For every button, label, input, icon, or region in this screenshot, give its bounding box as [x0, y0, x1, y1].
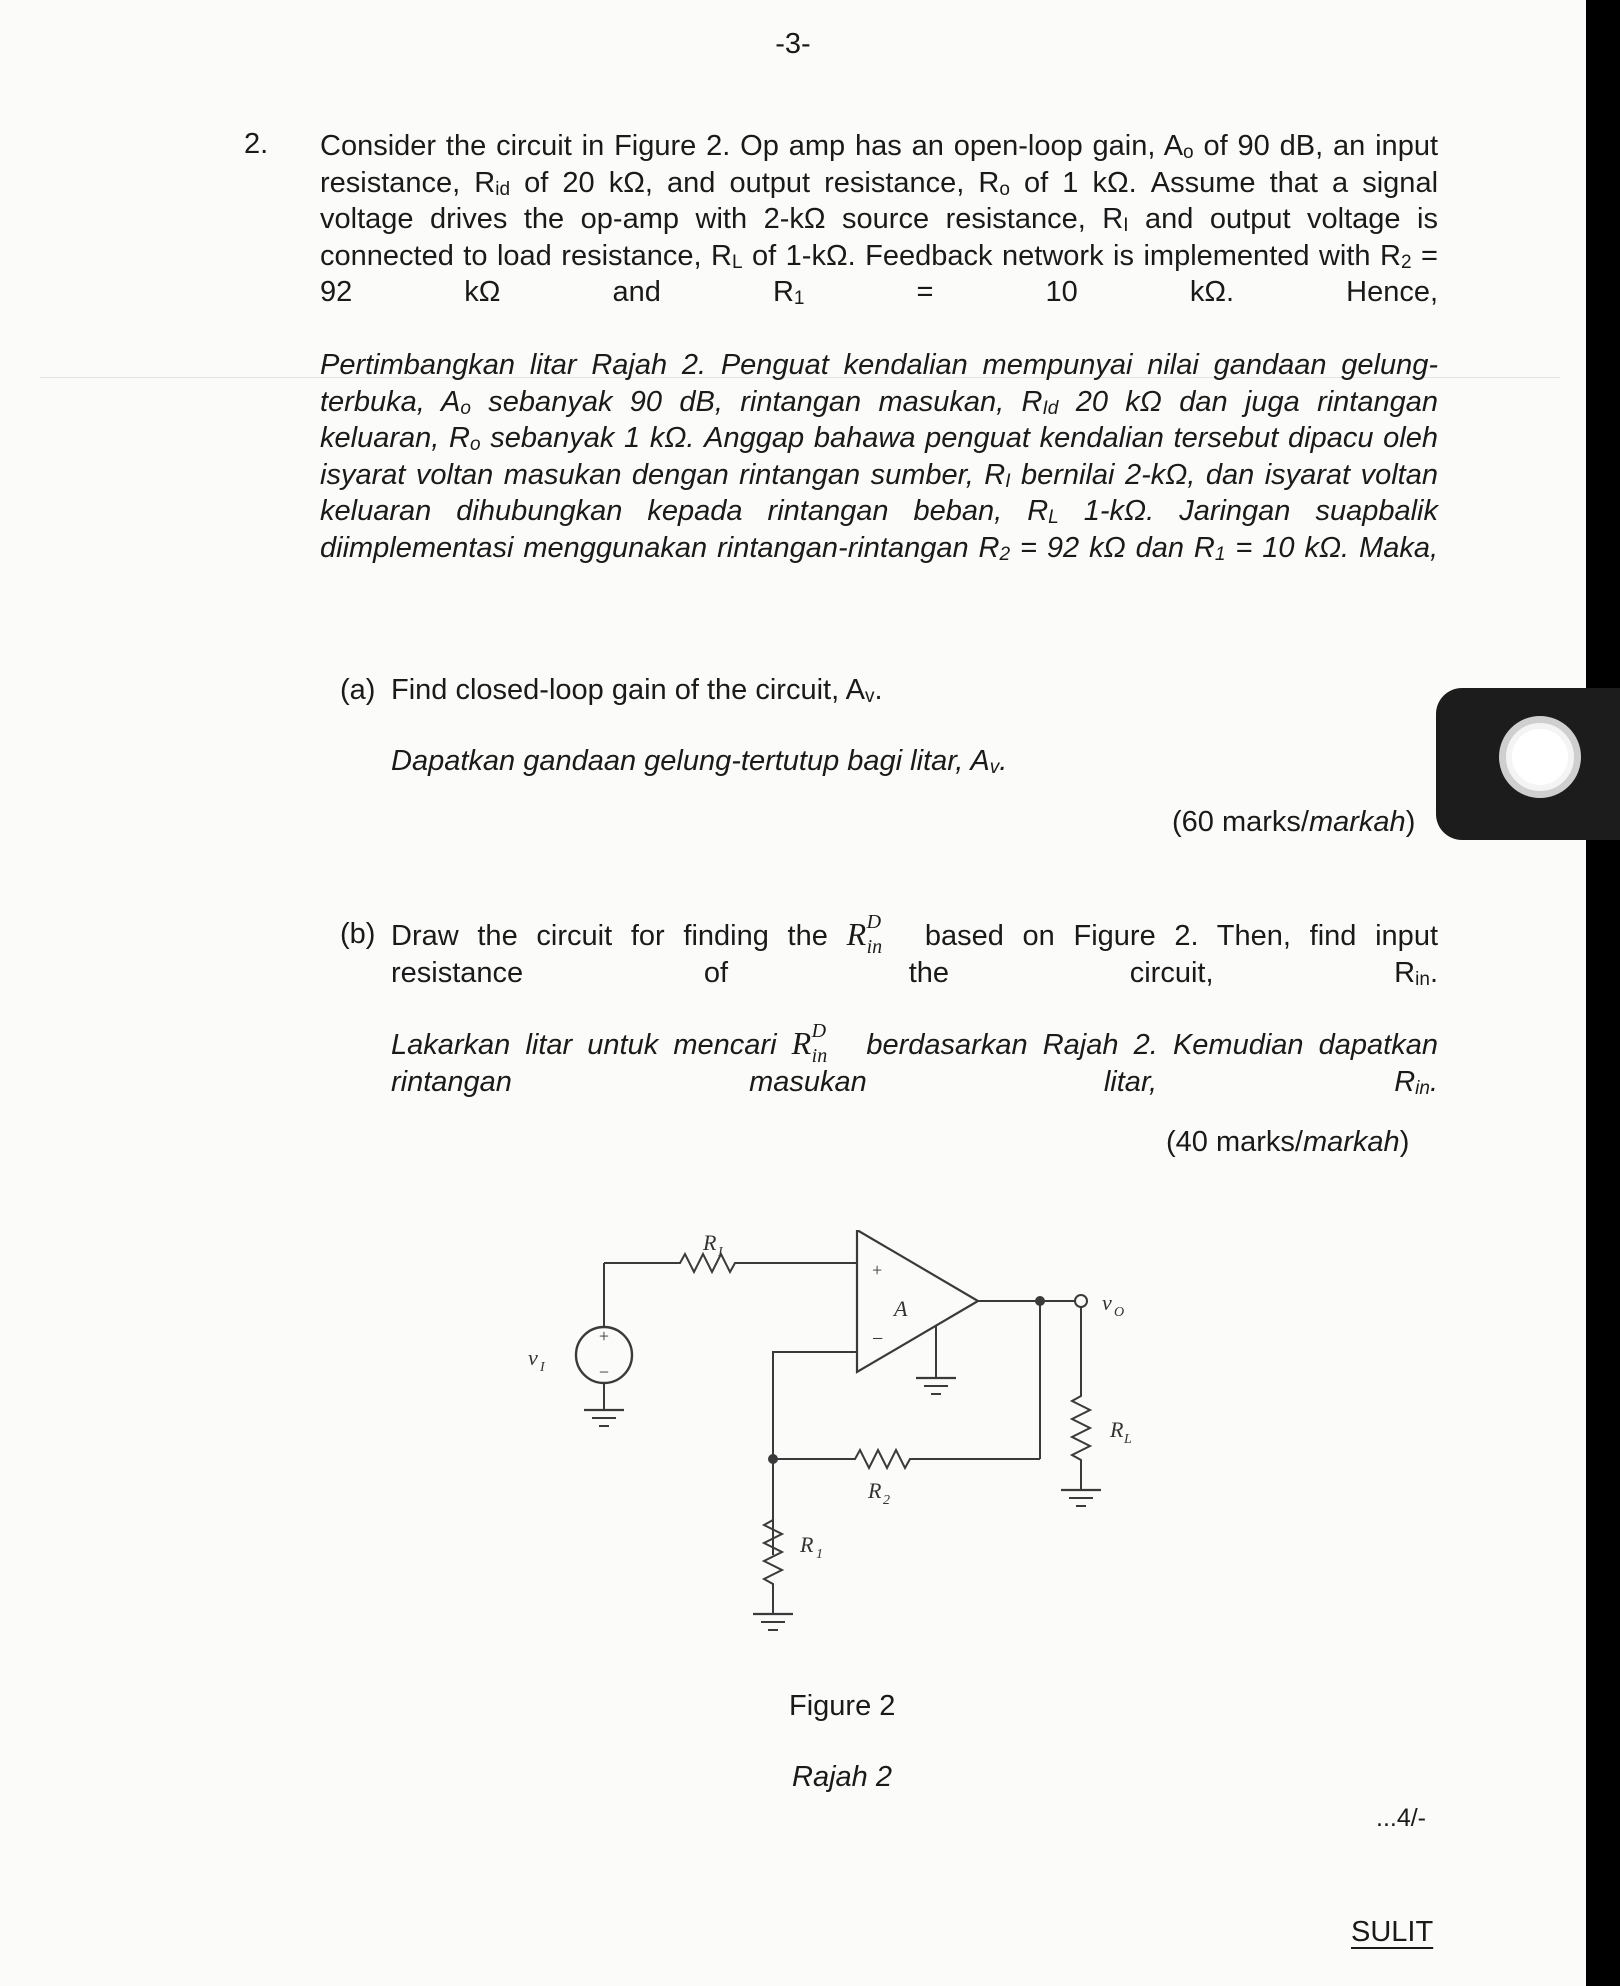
op-amp	[857, 1230, 1040, 1394]
question-text-english: Consider the circuit in Figure 2. Op amp has an open-loop gain, $A_o$ of 90 dB, an input resistance, $R_{id}$ of 20 kΩ, and output resistance, $R_o$ of 1 kΩ. Assume that a signal voltage drives the op-amp with 2-kΩ source resistance, $R_I$ and output voltage is connected to load resistance, $R_L$ of 1-kΩ. Feedback network is implemented with $R_2 = 92$ kΩ and $R_1 = 10$ kΩ. Hence,	[320, 130, 1439, 309]
opamp-gain-label: A	[894, 1296, 908, 1321]
next-page-indicator: ...4/-	[1376, 1804, 1427, 1832]
output-label	[1102, 1290, 1124, 1320]
opamp-minus: −	[872, 1328, 884, 1350]
math-r-in-d-malay: R D in	[791, 1020, 828, 1067]
circuit-diagram	[500, 1230, 1200, 1650]
figure-caption-english: Figure 2	[789, 1690, 896, 1722]
shutter-button-inner	[1512, 729, 1568, 785]
question-number: 2.	[244, 128, 269, 160]
svg-text:L: L	[1124, 1432, 1132, 1447]
source-label	[528, 1345, 546, 1375]
part-b-question-malay: Lakarkan litar untuk mencari R D in berdasarkan Rajah 2. Kemudian dapatkan rintangan masukan litar, $R_{in}$.	[391, 1020, 1438, 1099]
part-a-question-english: Find closed-loop gain of the circuit, $A_v$.	[391, 674, 883, 707]
ri-label	[702, 1230, 724, 1260]
part-b-label: (b)	[340, 918, 376, 950]
svg-text:1: 1	[816, 1547, 823, 1562]
svg-text:R: R	[800, 1532, 814, 1557]
page-number: -3-	[775, 28, 811, 60]
math-r-in-d: R D in	[846, 911, 883, 958]
feedback-network	[768, 1352, 1040, 1555]
resistor-ri	[604, 1254, 857, 1272]
svg-text:2: 2	[883, 1493, 890, 1508]
svg-text:I: I	[718, 1245, 723, 1260]
r2-label	[867, 1478, 890, 1508]
classification-label: SULIT	[1351, 1916, 1434, 1948]
resistor-rl	[1061, 1307, 1101, 1506]
part-b-question-english: Draw the circuit for finding the R D in based on Figure 2. Then, find input resistance of the circuit, $R_{in}$.	[391, 911, 1438, 990]
figure-caption-malay: Rajah 2	[792, 1761, 892, 1793]
rl-label	[1109, 1417, 1132, 1447]
camera-control-bar	[1436, 688, 1620, 840]
svg-text:R: R	[868, 1478, 882, 1503]
svg-text:R: R	[1110, 1417, 1124, 1442]
part-b-marks: (40 marks/markah)	[1166, 1126, 1410, 1158]
svg-text:R: R	[703, 1230, 717, 1255]
svg-text:I: I	[540, 1360, 545, 1375]
source-plus: +	[598, 1326, 610, 1346]
svg-text:O: O	[1114, 1305, 1125, 1320]
r1-label	[799, 1532, 823, 1562]
svg-text:v: v	[1102, 1290, 1112, 1315]
part-a-question-malay: Dapatkan gandaan gelung-tertutup bagi litar, $A_v$.	[391, 745, 1008, 778]
part-a-label: (a)	[340, 674, 376, 706]
shutter-button[interactable]	[1499, 716, 1581, 798]
source-minus: −	[598, 1362, 610, 1382]
question-text-malay: Pertimbangkan litar Rajah 2. Penguat kendalian mempunyai nilai gandaan gelung-terbuka, $A_o$ sebanyak 90 dB, rintangan masukan, $R_{Id}$ 20 kΩ dan juga rintangan keluaran, $R_o$ sebanyak 1 kΩ. Anggap bahawa penguat kendalian tersebut dipacu oleh isyarat voltan masukan dengan rintangan sumber, $R_I$ bernilai 2-kΩ, dan isyarat voltan keluaran dihubungkan kepada rintangan beban, $R_L$ 1-kΩ. Jaringan suapbalik diimplementasi menggunakan rintangan-rintangan $R_2 = 92$ kΩ dan $R_1 = 10$ kΩ. Maka,	[320, 349, 1439, 565]
svg-text:v: v	[528, 1345, 538, 1370]
part-a-marks: (60 marks/markah)	[1172, 806, 1416, 838]
opamp-plus: +	[872, 1260, 883, 1280]
